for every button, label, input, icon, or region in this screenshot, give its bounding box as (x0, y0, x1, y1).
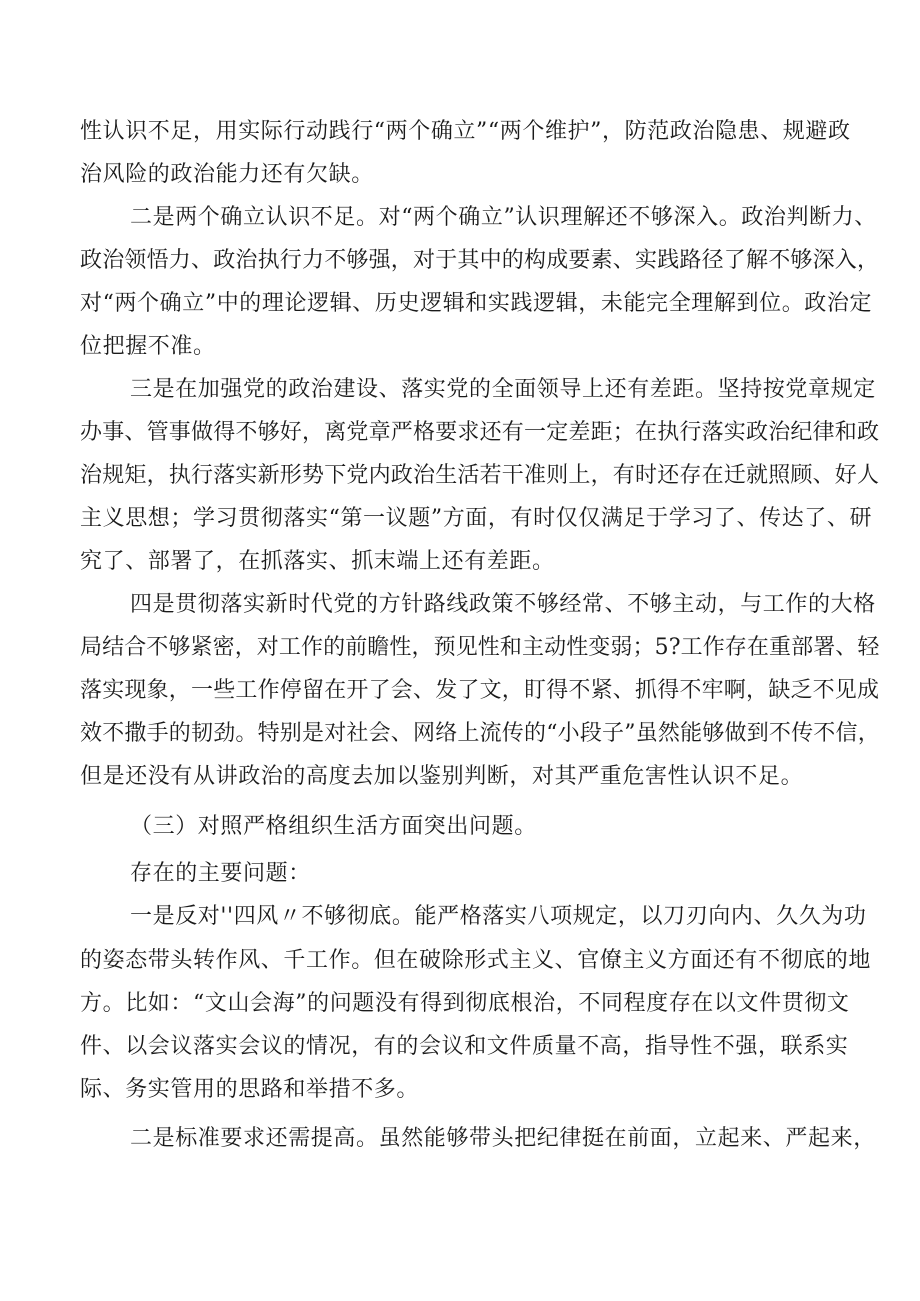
text-line: 主义思想；学习贯彻落实“第一议题”方面，有时仅仅满足于学习了、传达了、研 (80, 506, 873, 531)
text-line: 究了、部署了，在抓落实、抓末端上还有差距。 (80, 549, 555, 574)
text-line: 位把握不准。 (80, 334, 216, 359)
text-line: 性认识不足，用实际行动践行“两个确立”“两个维护”，防范政治隐患、规避政 (80, 119, 851, 144)
text-line: 局结合不够紧密，对工作的前瞻性，预见性和主动性变弱；5?工作存在重部署、轻 (80, 635, 880, 660)
paragraph-start-line: 二是两个确立认识不足。对“两个确立”认识理解还不够深入。政治判断力、 (130, 205, 877, 230)
text-line: 对“两个确立”中的理论逻辑、历史逻辑和实践逻辑，未能完全理解到位。政治定 (80, 291, 873, 316)
subheading-line: 存在的主要问题： (130, 861, 311, 886)
paragraph-start-line: 四是贯彻落实新时代党的方针路线政策不够经常、不够主动，与工作的大格 (130, 592, 876, 617)
text-line: 落实现象，一些工作停留在开了会、发了文，盯得不紧、抓得不牢啊，缺乏不见成 (80, 678, 880, 703)
text-line: 方。比如：“文山会海”的问题没有得到彻底根治，不同程度存在以文件贯彻文 (80, 991, 850, 1016)
text-line: 的姿态带头转作风、千工作。但在破除形式主义、官僚主义方面还有不彻底的地 (80, 948, 872, 973)
text-line: 治风险的政治能力还有欠缺。 (80, 162, 374, 187)
text-line: 治规矩，执行落实新形势下党内政治生活若干准则上，有时还存在迁就照顾、好人 (80, 463, 880, 488)
text-line: 效不撒手的韧劲。特别是对社会、网络上流传的“小段子”虽然能够做到不传不信， (80, 721, 880, 746)
text-line: 件、以会议落实会议的情况，有的会议和文件质量不高，指导性不强，联系实 (80, 1034, 849, 1059)
text-line: 办事、管事做得不够好，离党章严格要求还有一定差距；在执行落实政治纪律和政 (80, 420, 880, 445)
text-line: 政治领悟力、政治执行力不够强，对于其中的构成要素、实践路径了解不够深入， (80, 248, 880, 273)
text-line: 际、务实管用的思路和举措不多。 (80, 1077, 420, 1102)
section-heading: （三）对照严格组织生活方面突出问题。 (130, 814, 537, 839)
text-line: 但是还没有从讲政治的高度去加以鉴别判断，对其严重危害性认识不足。 (80, 764, 804, 789)
paragraph-start-line: 二是标准要求还需提高。虽然能够带头把纪律挺在前面，立起来、严起来， (130, 1126, 876, 1151)
paragraph-start-line: 一是反对''四风〃不够彻底。能严格落实八项规定，以刀刃向内、久久为功 (130, 904, 867, 929)
paragraph-start-line: 三是在加强党的政治建设、落实党的全面领导上还有差距。坚持按党章规定 (130, 377, 876, 402)
